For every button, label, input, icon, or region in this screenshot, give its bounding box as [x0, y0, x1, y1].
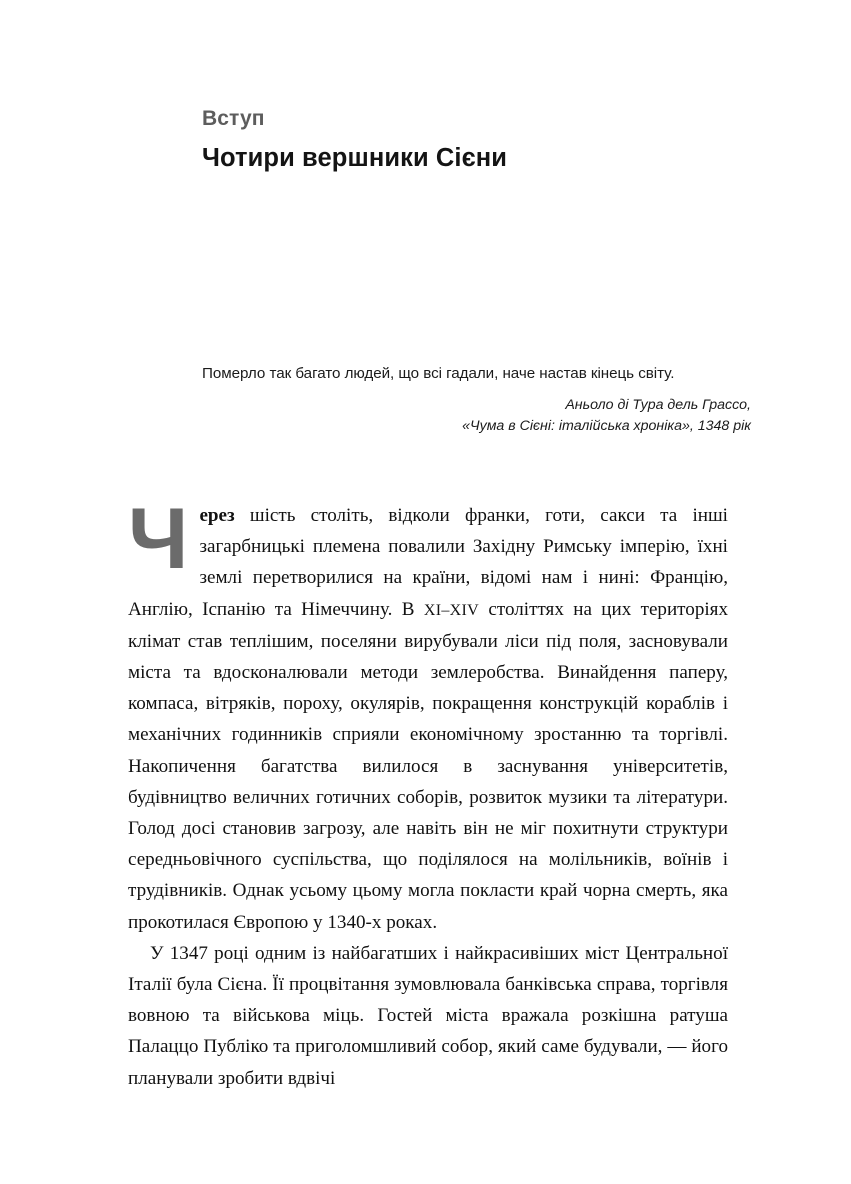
paragraph-first — [128, 491, 729, 938]
body-text — [128, 491, 729, 1094]
lead-bold-run: ерез — [199, 505, 235, 526]
epigraph-quote: Померло так багато людей, що всі гадали, наче настав кінець світу. — [202, 365, 675, 382]
paragraph-second: У 1347 році одним із найбагатших і найкрасивіших міст Центральної Італії була Сієна. Її процвітання зумовлювала банківська справа, торгівля вовною та військова міць. Гостей міста вражала розкішна ратуша Палаццо Публіко та приголомшливий собор, який саме будували, — його планували зробити вдвічі — [128, 942, 728, 1089]
epigraph-block — [202, 363, 751, 437]
chapter-kicker: Вступ — [202, 107, 265, 130]
epigraph-author: Аньоло ді Тура дель Грассо, — [565, 397, 751, 413]
paragraph-1-part-a: шість століть, відколи франки, готи, сакси та інші загарбницькі племена повалили Західну Римську імперію, їхні землі перетворилися на країни, відомі нам і нині: Францію, Англію, Іспанію та Німеччину. В — [128, 505, 728, 620]
chapter-heading-block — [202, 104, 762, 174]
chapter-title: Чотири вершники Сієни — [202, 144, 508, 172]
drop-cap: Ч — [128, 491, 189, 587]
epigraph-source: «Чума в Сієні: італійська хроніка», 1348 рік — [462, 418, 751, 434]
paragraph-1-part-b: століттях на цих територіях клімат став теплішим, поселяни вирубували ліси під поля, засновували міста та вдосконалювали методи землеробства. Винайдення паперу, компаса, вітряків, пороху, окулярів, покращення конструкцій кораблів і механічних годинників сприяли економічному зростанню та торгівлі. Накопичення багатства вилилося в заснування університетів, будівництво величних готичних соборів, розвиток музики та літератури. Голод досі становив загрозу, але навіть він не міг похитнути структури середньовічного суспільства, що поділялося на молільників, воїнів і трудівників. Однак усьому цьому могла покласти край чорна смерть, яка прокотилася Європою у 1340-х роках. — [128, 598, 729, 933]
century-range: XI–XIV — [423, 601, 480, 619]
